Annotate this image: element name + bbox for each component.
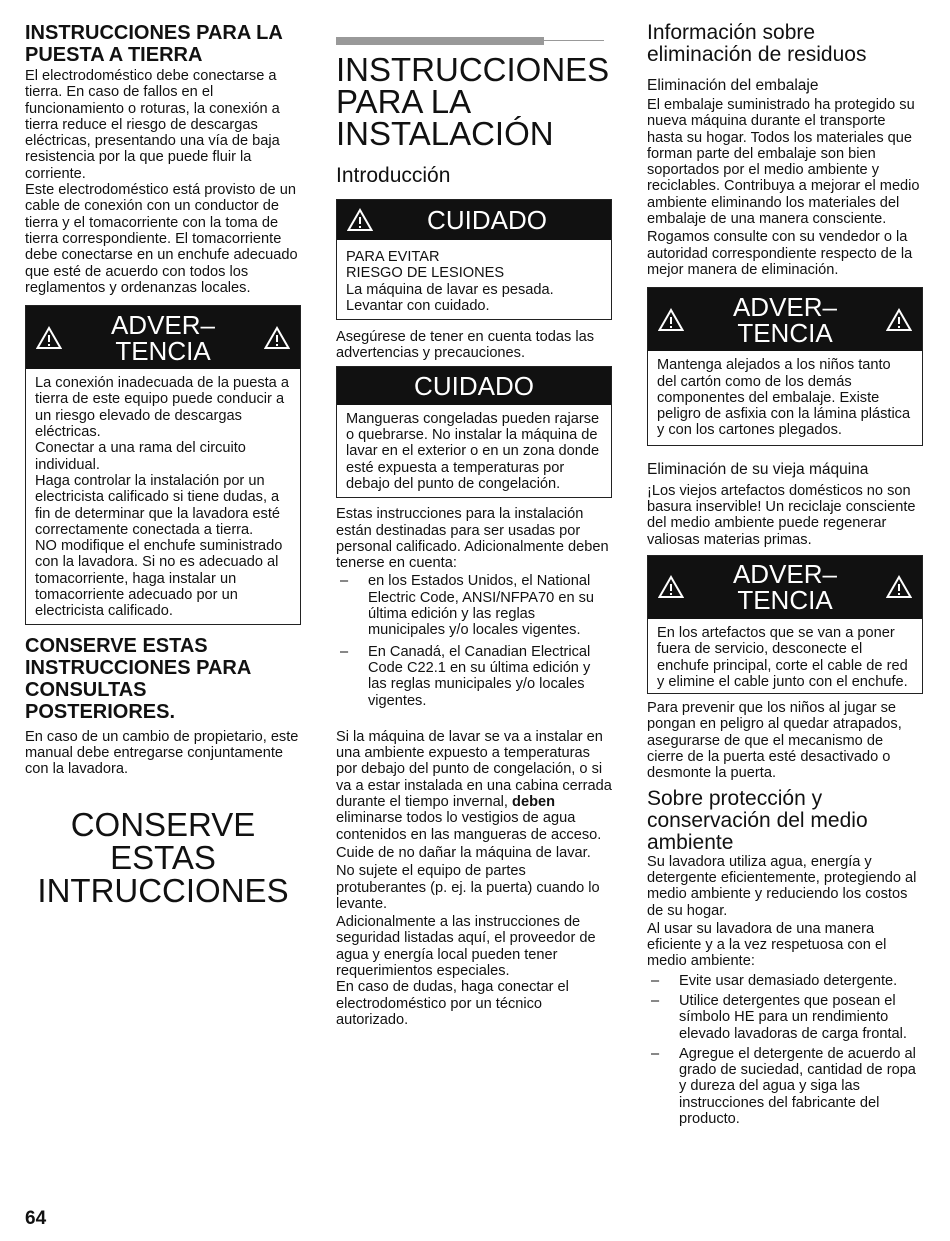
environment-paragraph-1: Su lavadora utiliza agua, energía y detergente eficientemente, protegiendo al medio ambiente y reduciendo los costos de su hogar. <box>647 853 917 919</box>
caution-text: Mangueras congeladas pueden rajarse o quebrarse. No instalar la máquina de lavar en el exterior o en un zona donde esté expuesta a temperaturas por debajo del punto de congelación. <box>346 410 600 492</box>
warning-text: En los artefactos que se van a poner fuera de servicio, desconecte el enchufe principal, corte el cable de red y elimine el cable junto con el enchufe. <box>657 624 908 690</box>
caution-box-heavy <box>336 199 612 320</box>
warning-text: Haga controlar la instalación por un electricista calificado si tiene dudas, a fin de determinar que la lavadora esté correctamente conectada a tierra. <box>35 472 281 538</box>
keep-instructions-title: CONSERVE ESTAS INSTRUCCIONES PARA CONSULTAS POSTERIORES. <box>25 634 251 723</box>
warning-body <box>26 369 300 623</box>
page-title: INSTRUCCIONES PARA LA INSTALACIÓN <box>336 51 610 152</box>
warning-header <box>26 306 300 369</box>
freeze-paragraph: Si la máquina de lavar se va a instalar en una ambiente expuesto a temperaturas por debajo del punto de congelación, o si va a estar instalada en una cabina cerrada durante el tiempo invernal, deben eliminarse todos lo vestigios de agua contenidos en las mangueras de acceso. <box>336 728 612 843</box>
doubt-paragraph: En caso de dudas, haga conectar el electrodoméstico por un técnico autorizado. <box>336 979 569 1028</box>
caution-box-freeze <box>336 366 612 498</box>
warning-title: ADVER– TENCIA <box>110 309 216 366</box>
environment-paragraph-2: Al usar su lavadora de una manera eficiente y a la vez respetuosa con el medio ambiente: <box>647 920 887 970</box>
environment-title: Sobre protección y conservación del medio ambiente <box>647 786 868 854</box>
warning-triangle-icon <box>886 308 912 332</box>
extra-requirements-paragraph: Adicionalmente a las instrucciones de seguridad listadas aquí, el proveedor de agua y energía local pueden tener requerimientos especiales. <box>336 914 596 979</box>
caution-text: PARA EVITAR <box>346 249 440 265</box>
old-appliance-paragraph: ¡Los viejos artefactos domésticos no son basura inservible! Un reciclaje consciente del medio ambiente puede regenerar valiosas materias primas. <box>647 482 916 548</box>
keep-instructions-paragraph: En caso de un cambio de propietario, este manual debe entregarse conjuntamente con la lavadora. <box>25 728 299 778</box>
title-rule <box>336 37 604 45</box>
page-number: 64 <box>25 1208 47 1229</box>
lift-paragraph: No sujete el equipo de partes protuberantes (p. ej. la puerta) cuando lo levante. <box>336 863 600 912</box>
intro-heading: Introducción <box>336 164 451 187</box>
care-paragraph: Cuide de no dañar la máquina de lavar. <box>336 844 591 861</box>
caution-title: CUIDADO <box>414 370 534 401</box>
warning-triangle-icon <box>658 308 684 332</box>
old-appliance-warning-box <box>647 555 923 694</box>
column-middle <box>336 0 612 1028</box>
intro-paragraph: Asegúrese de tener en cuenta todas las advertencias y precauciones. <box>336 329 594 362</box>
warning-header <box>648 556 922 619</box>
warning-text: Conectar a una rama del circuito individual. <box>35 440 246 473</box>
caution-header <box>337 200 611 240</box>
list-item: – Agregue el detergente de acuerdo al grado de suciedad, cantidad de ropa y dureza del agua y siga las instrucciones del fabricante del producto. <box>647 1046 923 1127</box>
install-list <box>336 573 612 708</box>
caution-body <box>337 405 611 497</box>
grounding-paragraph-1: El electrodoméstico debe conectarse a tierra. En caso de fallos en el funcionamiento o roturas, la conexión a tierra reduce el riesgo de descargas eléctricas, presentando una vía de baja resistencia por la que puede fluir la corriente. <box>25 68 280 182</box>
warning-header <box>648 288 922 351</box>
list-item: – en los Estados Unidos, el National Electric Code, ANSI/NFPA70 en su última edición y las reglas municipales y/o locales vigentes. <box>336 573 612 638</box>
grounding-warning-box <box>25 305 301 624</box>
packaging-heading: Eliminación del embalaje <box>647 77 819 94</box>
warning-title: ADVER– TENCIA <box>732 559 838 616</box>
caution-title: CUIDADO <box>427 205 547 235</box>
caution-header <box>337 367 611 405</box>
packaging-warning-box <box>647 287 923 445</box>
warning-body <box>648 351 922 444</box>
packaging-paragraph-1: El embalaje suministrado ha protegido su nueva máquina durante el transporte hasta su hogar. Todos los materiales que forman parte del embalaje son bien soportados por el medio ambiente y reciclables. Contribuya a mejorar el medio ambiente eliminando los materiales del embalaje de una manera consciente. <box>647 97 920 228</box>
install-paragraph: Estas instrucciones para la instalación están destinadas para ser usadas por personal calificado. Adicionalmente deben tenerse en cuenta: <box>336 506 609 572</box>
column-left <box>25 0 301 907</box>
warning-triangle-icon <box>36 326 62 350</box>
children-paragraph: Para prevenir que los niños al jugar se pongan en peligro al quedar atrapados, asegurarse de que el mecanismo de cierre de la puerta esté desactivado o desmonte la puerta. <box>647 700 902 782</box>
grounding-title: INSTRUCCIONES PARA LA PUESTA A TIERRA <box>25 22 283 66</box>
warning-text: La conexión inadecuada de la puesta a tierra de este equipo puede conducir a un riesgo elevado de descargas eléctricas. <box>35 375 289 441</box>
caution-text: La máquina de lavar es pesada. Levantar con cuidado. <box>346 281 554 314</box>
list-item: – Utilice detergentes que posean el símbolo HE para un rendimiento elevado lavadoras de carga frontal. <box>647 993 923 1042</box>
big-keep-instructions: CONSERVE ESTAS INTRUCCIONES <box>37 805 289 909</box>
grounding-paragraph-2: Este electrodoméstico está provisto de un cable de conexión con un conductor de tierra y el tomacorriente con la toma de tierra correspondiente. El tomacorriente debe conectarse en un enchufe adecuado que esté de acuerdo con todos los reglamentos y ordenanzas locales. <box>25 182 298 296</box>
warning-title: ADVER– TENCIA <box>732 291 838 348</box>
packaging-paragraph-2: Rogamos consulte con su vendedor o la autoridad correspondiente respecto de la mejor manera de eliminación. <box>647 229 913 278</box>
list-item: – En Canadá, el Canadian Electrical Code C22.1 en su última edición y las reglas municipales y/o locales vigentes. <box>336 644 612 709</box>
warning-text: Mantenga alejados a los niños tanto del cartón como de los demás componentes del embalaje. Existe peligro de asfixia con la lámina plástica y con los cartones plegados. <box>657 357 911 439</box>
old-appliance-heading: Eliminación de su vieja máquina <box>647 460 869 478</box>
list-item: – Evite usar demasiado detergente. <box>647 973 923 989</box>
warning-triangle-icon <box>347 208 373 232</box>
caution-text: RIESGO DE LESIONES <box>346 265 505 282</box>
warning-triangle-icon <box>264 326 290 350</box>
warning-triangle-icon <box>886 575 912 599</box>
warning-text: NO modifique el enchufe suministrado con la lavadora. Si no es adecuado al tomacorriente, haga instalar un tomacorriente adecuado por un electricista calificado. <box>35 538 283 620</box>
environment-list <box>647 973 923 1128</box>
warning-triangle-icon <box>658 575 684 599</box>
caution-body <box>337 240 611 319</box>
warning-body <box>648 619 922 693</box>
waste-title: Información sobre eliminación de residuos <box>647 21 867 66</box>
column-right <box>647 0 923 1127</box>
